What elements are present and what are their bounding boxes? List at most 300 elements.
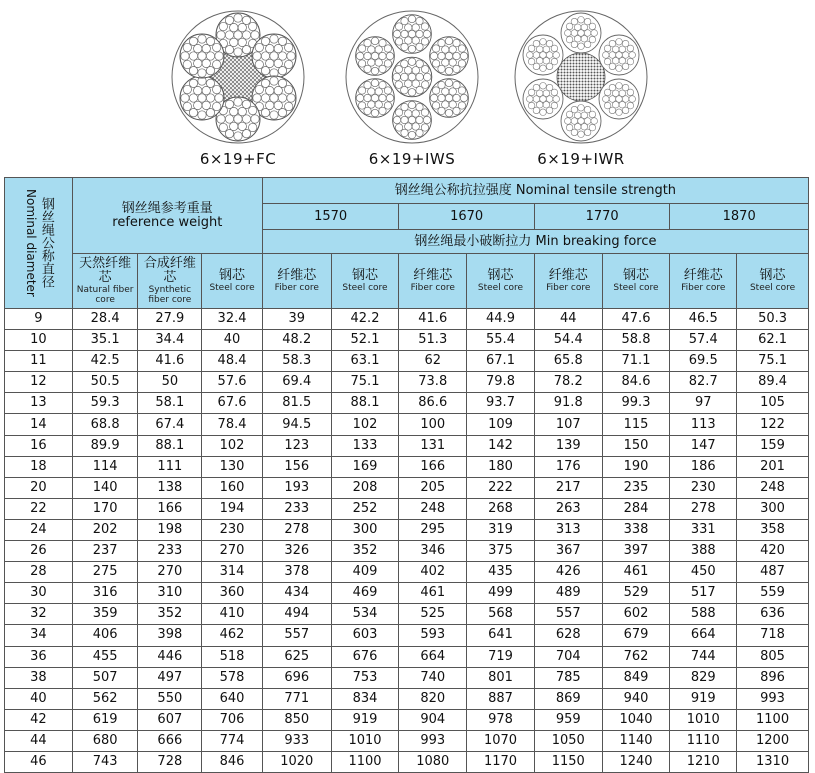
value-cell: 625	[262, 646, 331, 667]
table-row	[5, 751, 809, 772]
value-cell: 319	[467, 519, 535, 540]
table-row	[5, 414, 809, 435]
value-cell: 42.5	[72, 351, 138, 372]
rope-cross-section-iwr	[512, 2, 650, 152]
value-cell: 194	[202, 498, 263, 519]
diameter-cell: 14	[5, 414, 73, 435]
value-cell: 462	[202, 625, 263, 646]
value-cell: 48.2	[262, 330, 331, 351]
header-fiber-core-1870: 纤维芯 Fiber core	[670, 254, 737, 309]
value-cell: 252	[331, 498, 399, 519]
value-cell: 156	[262, 456, 331, 477]
diameter-cell: 44	[5, 730, 73, 751]
table-row	[5, 730, 809, 751]
value-cell: 704	[534, 646, 602, 667]
header-grade-1870: 1870	[670, 204, 809, 230]
diagram-caption-iwr: 6×19+IWR	[537, 150, 625, 168]
value-cell: 233	[262, 498, 331, 519]
value-cell: 65.8	[534, 351, 602, 372]
value-cell: 1010	[331, 730, 399, 751]
value-cell: 940	[602, 688, 670, 709]
value-cell: 193	[262, 477, 331, 498]
diagram-caption-fc: 6×19+FC	[199, 150, 277, 168]
value-cell: 75.1	[737, 351, 809, 372]
value-cell: 50	[138, 372, 202, 393]
table-row	[5, 583, 809, 604]
value-cell: 375	[467, 541, 535, 562]
diameter-cell: 13	[5, 393, 73, 414]
value-cell: 1210	[670, 751, 737, 772]
value-cell: 27.9	[138, 309, 202, 330]
value-cell: 40	[202, 330, 263, 351]
value-cell: 44	[534, 309, 602, 330]
value-cell: 300	[737, 498, 809, 519]
value-cell: 63.1	[331, 351, 399, 372]
value-cell: 588	[670, 604, 737, 625]
header-grade-1670: 1670	[399, 204, 535, 230]
value-cell: 316	[72, 583, 138, 604]
value-cell: 352	[138, 604, 202, 625]
value-cell: 352	[331, 541, 399, 562]
spec-table	[4, 177, 809, 773]
value-cell: 147	[670, 435, 737, 456]
diagram-6x19-iwr	[512, 2, 650, 168]
value-cell: 568	[467, 604, 535, 625]
header-reference-weight	[72, 178, 262, 254]
value-cell: 378	[262, 562, 331, 583]
value-cell: 208	[331, 477, 399, 498]
value-cell: 180	[467, 456, 535, 477]
value-cell: 300	[331, 519, 399, 540]
diameter-cell: 46	[5, 751, 73, 772]
value-cell: 69.5	[670, 351, 737, 372]
value-cell: 753	[331, 667, 399, 688]
value-cell: 680	[72, 730, 138, 751]
header-breaking-force: 钢丝绳最小破断拉力 Min breaking force	[262, 230, 808, 254]
value-cell: 91.8	[534, 393, 602, 414]
value-cell: 801	[467, 667, 535, 688]
value-cell: 706	[202, 709, 263, 730]
value-cell: 718	[737, 625, 809, 646]
value-cell: 166	[138, 498, 202, 519]
value-cell: 67.6	[202, 393, 263, 414]
value-cell: 593	[399, 625, 467, 646]
value-cell: 230	[670, 477, 737, 498]
value-cell: 607	[138, 709, 202, 730]
value-cell: 50.3	[737, 309, 809, 330]
value-cell: 846	[202, 751, 263, 772]
diameter-cell: 42	[5, 709, 73, 730]
value-cell: 771	[262, 688, 331, 709]
value-cell: 58.1	[138, 393, 202, 414]
value-cell: 1020	[262, 751, 331, 772]
value-cell: 1310	[737, 751, 809, 772]
value-cell: 176	[534, 456, 602, 477]
value-cell: 62.1	[737, 330, 809, 351]
table-row	[5, 330, 809, 351]
value-cell: 142	[467, 435, 535, 456]
value-cell: 100	[399, 414, 467, 435]
value-cell: 666	[138, 730, 202, 751]
value-cell: 275	[72, 562, 138, 583]
table-row	[5, 604, 809, 625]
header-fiber-core-1570: 纤维芯 Fiber core	[262, 254, 331, 309]
value-cell: 89.9	[72, 435, 138, 456]
header-steel-core-1670: 钢芯 Steel core	[467, 254, 535, 309]
value-cell: 133	[331, 435, 399, 456]
value-cell: 102	[202, 435, 263, 456]
value-cell: 57.6	[202, 372, 263, 393]
rope-cross-section-iws	[343, 2, 481, 152]
value-cell: 217	[534, 477, 602, 498]
value-cell: 1050	[534, 730, 602, 751]
value-cell: 67.4	[138, 414, 202, 435]
value-cell: 205	[399, 477, 467, 498]
diagram-6x19-iws	[343, 2, 481, 168]
value-cell: 198	[138, 519, 202, 540]
value-cell: 139	[534, 435, 602, 456]
value-cell: 359	[72, 604, 138, 625]
value-cell: 48.4	[202, 351, 263, 372]
value-cell: 248	[399, 498, 467, 519]
value-cell: 1150	[534, 751, 602, 772]
value-cell: 28.4	[72, 309, 138, 330]
value-cell: 202	[72, 519, 138, 540]
header-fiber-core-1670: 纤维芯 Fiber core	[399, 254, 467, 309]
value-cell: 978	[467, 709, 535, 730]
value-cell: 99.3	[602, 393, 670, 414]
value-cell: 69.4	[262, 372, 331, 393]
header-steel-core-1770: 钢芯 Steel core	[602, 254, 670, 309]
diameter-cell: 22	[5, 498, 73, 519]
table-row	[5, 625, 809, 646]
value-cell: 102	[331, 414, 399, 435]
header-synthetic-fiber-core: 合成纤维芯 Synthetic fiber core	[138, 254, 202, 309]
value-cell: 409	[331, 562, 399, 583]
value-cell: 785	[534, 667, 602, 688]
value-cell: 360	[202, 583, 263, 604]
value-cell: 160	[202, 477, 263, 498]
value-cell: 1200	[737, 730, 809, 751]
value-cell: 762	[602, 646, 670, 667]
value-cell: 278	[262, 519, 331, 540]
diameter-cell: 28	[5, 562, 73, 583]
value-cell: 696	[262, 667, 331, 688]
value-cell: 263	[534, 498, 602, 519]
value-cell: 68.8	[72, 414, 138, 435]
diameter-cell: 34	[5, 625, 73, 646]
table-row	[5, 498, 809, 519]
value-cell: 461	[399, 583, 467, 604]
value-cell: 270	[202, 541, 263, 562]
header-steel-core-weight: 钢芯 Steel core	[202, 254, 263, 309]
value-cell: 122	[737, 414, 809, 435]
value-cell: 186	[670, 456, 737, 477]
value-cell: 130	[202, 456, 263, 477]
value-cell: 641	[467, 625, 535, 646]
value-cell: 55.4	[467, 330, 535, 351]
header-grade-1570: 1570	[262, 204, 399, 230]
value-cell: 71.1	[602, 351, 670, 372]
value-cell: 235	[602, 477, 670, 498]
value-cell: 426	[534, 562, 602, 583]
diameter-cell: 12	[5, 372, 73, 393]
value-cell: 331	[670, 519, 737, 540]
value-cell: 820	[399, 688, 467, 709]
value-cell: 159	[737, 435, 809, 456]
diameter-cell: 11	[5, 351, 73, 372]
value-cell: 295	[399, 519, 467, 540]
header-weight-en: reference weight	[112, 214, 223, 230]
value-cell: 41.6	[138, 351, 202, 372]
value-cell: 904	[399, 709, 467, 730]
value-cell: 434	[262, 583, 331, 604]
value-cell: 805	[737, 646, 809, 667]
value-cell: 284	[602, 498, 670, 519]
value-cell: 52.1	[331, 330, 399, 351]
value-cell: 517	[670, 583, 737, 604]
value-cell: 107	[534, 414, 602, 435]
diameter-cell: 9	[5, 309, 73, 330]
value-cell: 494	[262, 604, 331, 625]
value-cell: 81.5	[262, 393, 331, 414]
value-cell: 507	[72, 667, 138, 688]
value-cell: 559	[737, 583, 809, 604]
value-cell: 230	[202, 519, 263, 540]
table-row	[5, 562, 809, 583]
value-cell: 78.4	[202, 414, 263, 435]
value-cell: 88.1	[331, 393, 399, 414]
spec-table-body	[5, 309, 809, 773]
value-cell: 602	[602, 604, 670, 625]
table-row	[5, 351, 809, 372]
value-cell: 50.5	[72, 372, 138, 393]
table-row	[5, 372, 809, 393]
value-cell: 719	[467, 646, 535, 667]
value-cell: 338	[602, 519, 670, 540]
value-cell: 1100	[737, 709, 809, 730]
value-cell: 346	[399, 541, 467, 562]
value-cell: 278	[670, 498, 737, 519]
value-cell: 54.4	[534, 330, 602, 351]
value-cell: 237	[72, 541, 138, 562]
value-cell: 603	[331, 625, 399, 646]
header-diameter-zh: 钢丝绳公称直径	[38, 197, 54, 289]
value-cell: 57.4	[670, 330, 737, 351]
value-cell: 829	[670, 667, 737, 688]
value-cell: 455	[72, 646, 138, 667]
value-cell: 1240	[602, 751, 670, 772]
value-cell: 557	[534, 604, 602, 625]
value-cell: 150	[602, 435, 670, 456]
value-cell: 166	[399, 456, 467, 477]
value-cell: 518	[202, 646, 263, 667]
value-cell: 743	[72, 751, 138, 772]
value-cell: 388	[670, 541, 737, 562]
diameter-cell: 38	[5, 667, 73, 688]
value-cell: 529	[602, 583, 670, 604]
diameter-cell: 16	[5, 435, 73, 456]
table-row	[5, 477, 809, 498]
value-cell: 640	[202, 688, 263, 709]
value-cell: 222	[467, 477, 535, 498]
value-cell: 410	[202, 604, 263, 625]
value-cell: 919	[331, 709, 399, 730]
value-cell: 1040	[602, 709, 670, 730]
value-cell: 59.3	[72, 393, 138, 414]
value-cell: 435	[467, 562, 535, 583]
value-cell: 233	[138, 541, 202, 562]
diameter-cell: 18	[5, 456, 73, 477]
value-cell: 109	[467, 414, 535, 435]
value-cell: 326	[262, 541, 331, 562]
value-cell: 97	[670, 393, 737, 414]
value-cell: 499	[467, 583, 535, 604]
value-cell: 497	[138, 667, 202, 688]
value-cell: 834	[331, 688, 399, 709]
value-cell: 869	[534, 688, 602, 709]
value-cell: 310	[138, 583, 202, 604]
table-row	[5, 667, 809, 688]
header-weight-zh: 钢丝绳参考重量	[121, 200, 213, 216]
value-cell: 32.4	[202, 309, 263, 330]
value-cell: 89.4	[737, 372, 809, 393]
value-cell: 679	[602, 625, 670, 646]
value-cell: 67.1	[467, 351, 535, 372]
value-cell: 82.7	[670, 372, 737, 393]
value-cell: 557	[262, 625, 331, 646]
value-cell: 744	[670, 646, 737, 667]
value-cell: 461	[602, 562, 670, 583]
diagram-6x19-fc	[169, 2, 307, 168]
value-cell: 397	[602, 541, 670, 562]
value-cell: 313	[534, 519, 602, 540]
value-cell: 534	[331, 604, 399, 625]
value-cell: 728	[138, 751, 202, 772]
value-cell: 84.6	[602, 372, 670, 393]
table-row	[5, 519, 809, 540]
header-steel-core-1570: 钢芯 Steel core	[331, 254, 399, 309]
value-cell: 850	[262, 709, 331, 730]
value-cell: 993	[399, 730, 467, 751]
value-cell: 887	[467, 688, 535, 709]
rope-cross-section-fc	[169, 2, 307, 152]
value-cell: 88.1	[138, 435, 202, 456]
value-cell: 1080	[399, 751, 467, 772]
value-cell: 1140	[602, 730, 670, 751]
value-cell: 58.3	[262, 351, 331, 372]
value-cell: 1070	[467, 730, 535, 751]
value-cell: 190	[602, 456, 670, 477]
value-cell: 896	[737, 667, 809, 688]
value-cell: 79.8	[467, 372, 535, 393]
table-row	[5, 646, 809, 667]
value-cell: 849	[602, 667, 670, 688]
value-cell: 933	[262, 730, 331, 751]
value-cell: 114	[72, 456, 138, 477]
value-cell: 44.9	[467, 309, 535, 330]
value-cell: 93.7	[467, 393, 535, 414]
value-cell: 94.5	[262, 414, 331, 435]
header-steel-core-1870: 钢芯 Steel core	[737, 254, 809, 309]
diagram-caption-iws: 6×19+IWS	[368, 150, 456, 168]
diameter-cell: 36	[5, 646, 73, 667]
header-fiber-core-1770: 纤维芯 Fiber core	[534, 254, 602, 309]
diameter-cell: 30	[5, 583, 73, 604]
value-cell: 469	[331, 583, 399, 604]
value-cell: 201	[737, 456, 809, 477]
value-cell: 1110	[670, 730, 737, 751]
value-cell: 636	[737, 604, 809, 625]
value-cell: 39	[262, 309, 331, 330]
header-nominal-diameter	[5, 178, 73, 309]
diameter-cell: 32	[5, 604, 73, 625]
value-cell: 959	[534, 709, 602, 730]
table-row	[5, 309, 809, 330]
value-cell: 367	[534, 541, 602, 562]
header-grade-1770: 1770	[534, 204, 670, 230]
value-cell: 131	[399, 435, 467, 456]
value-cell: 774	[202, 730, 263, 751]
value-cell: 487	[737, 562, 809, 583]
table-row	[5, 688, 809, 709]
value-cell: 676	[331, 646, 399, 667]
value-cell: 105	[737, 393, 809, 414]
table-row	[5, 435, 809, 456]
value-cell: 170	[72, 498, 138, 519]
diameter-cell: 10	[5, 330, 73, 351]
value-cell: 1170	[467, 751, 535, 772]
value-cell: 123	[262, 435, 331, 456]
value-cell: 62	[399, 351, 467, 372]
value-cell: 489	[534, 583, 602, 604]
diameter-cell: 40	[5, 688, 73, 709]
value-cell: 919	[670, 688, 737, 709]
header-diameter-en: Nominal diameter	[23, 189, 38, 297]
value-cell: 562	[72, 688, 138, 709]
diameter-cell: 24	[5, 519, 73, 540]
value-cell: 41.6	[399, 309, 467, 330]
value-cell: 34.4	[138, 330, 202, 351]
value-cell: 138	[138, 477, 202, 498]
value-cell: 550	[138, 688, 202, 709]
diameter-cell: 20	[5, 477, 73, 498]
value-cell: 619	[72, 709, 138, 730]
value-cell: 78.2	[534, 372, 602, 393]
value-cell: 248	[737, 477, 809, 498]
value-cell: 113	[670, 414, 737, 435]
value-cell: 420	[737, 541, 809, 562]
value-cell: 358	[737, 519, 809, 540]
value-cell: 664	[670, 625, 737, 646]
value-cell: 628	[534, 625, 602, 646]
table-row	[5, 393, 809, 414]
value-cell: 578	[202, 667, 263, 688]
value-cell: 51.3	[399, 330, 467, 351]
value-cell: 398	[138, 625, 202, 646]
value-cell: 402	[399, 562, 467, 583]
value-cell: 111	[138, 456, 202, 477]
table-row	[5, 709, 809, 730]
value-cell: 446	[138, 646, 202, 667]
value-cell: 664	[399, 646, 467, 667]
header-natural-fiber-core: 天然纤维芯 Natural fiber core	[72, 254, 138, 309]
value-cell: 314	[202, 562, 263, 583]
value-cell: 1010	[670, 709, 737, 730]
value-cell: 140	[72, 477, 138, 498]
value-cell: 525	[399, 604, 467, 625]
value-cell: 740	[399, 667, 467, 688]
